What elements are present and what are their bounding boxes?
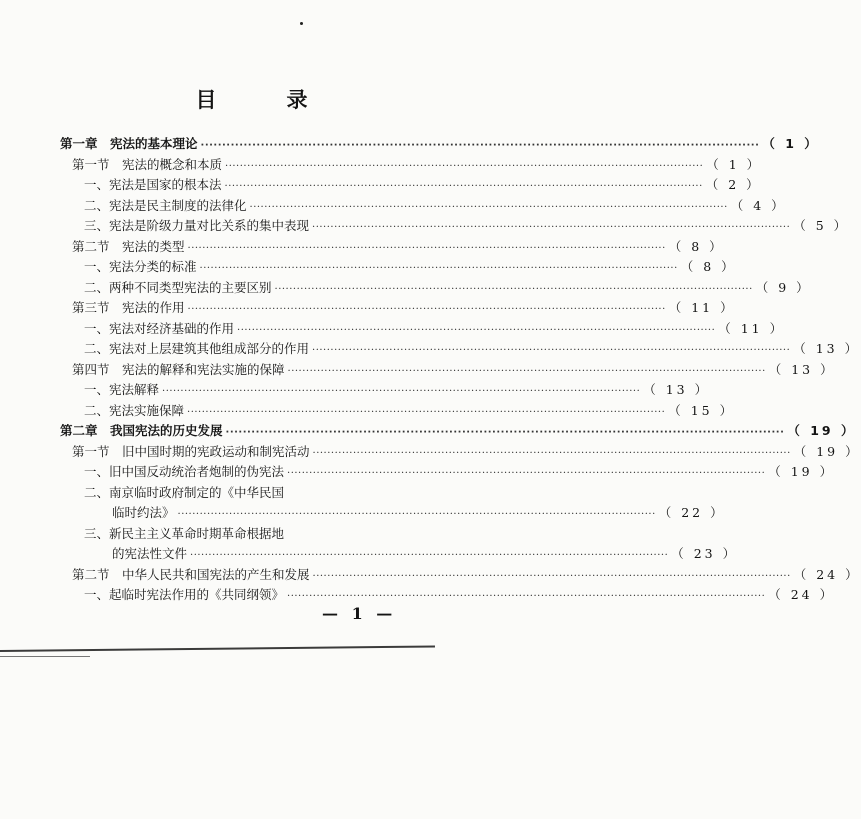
toc-entry bbox=[84, 585, 836, 605]
toc-entry bbox=[84, 380, 711, 400]
toc-entry-label: 一、宪法分类的标准 bbox=[84, 259, 197, 274]
dot-leader bbox=[178, 505, 656, 525]
bottom-rule-short bbox=[0, 656, 90, 657]
dot-leader bbox=[187, 403, 665, 423]
dot-leader bbox=[288, 362, 766, 382]
toc-entry bbox=[84, 278, 812, 298]
toc-entry-page: （ 4 ） bbox=[730, 197, 787, 213]
title-char-1: 目 bbox=[195, 88, 219, 112]
toc-entry-page: （ 19 ） bbox=[768, 464, 836, 479]
toc-entry-label: 第三节 宪法的作用 bbox=[72, 300, 185, 315]
toc-entry-page: （ 23 ） bbox=[671, 546, 739, 561]
toc-entry bbox=[84, 319, 786, 339]
toc-entry bbox=[84, 462, 836, 482]
toc-entry bbox=[84, 339, 861, 359]
toc-entry-label: 第四节 宪法的解释和宪法实施的保障 bbox=[72, 361, 285, 377]
page-number: — 1 — bbox=[322, 604, 397, 623]
toc-entry-label: 二、宪法是民主制度的法律化 bbox=[84, 197, 247, 213]
toc-entry-label: 的宪法性文件 bbox=[112, 546, 188, 561]
toc-entry-label: 一、旧中国反动统治者炮制的伪宪法 bbox=[84, 464, 285, 479]
toc-entry-page: （ 15 ） bbox=[668, 402, 736, 418]
toc-entry bbox=[84, 524, 344, 544]
dot-leader bbox=[313, 444, 791, 464]
ink-speck bbox=[300, 22, 303, 25]
toc-entry bbox=[72, 298, 736, 318]
toc-entry-page: （ 8 ） bbox=[668, 238, 725, 254]
toc-entry bbox=[72, 442, 861, 462]
toc-entry-label: 二、南京临时政府制定的《中华民国 bbox=[84, 484, 285, 500]
dot-leader bbox=[201, 136, 760, 156]
toc-entry-label: 第二章 我国宪法的历史发展 bbox=[60, 423, 223, 438]
dot-leader bbox=[313, 567, 791, 587]
toc-entry bbox=[72, 155, 763, 175]
toc-entry bbox=[84, 483, 344, 503]
toc-entry-label: 一、起临时宪法作用的《共同纲领》 bbox=[84, 587, 285, 602]
dot-leader bbox=[225, 157, 703, 177]
toc-entry-label: 二、两种不同类型宪法的主要区别 bbox=[84, 279, 272, 295]
toc-entry-label: 二、宪法对上层建筑其他组成部分的作用 bbox=[84, 341, 310, 356]
toc-entry bbox=[84, 216, 850, 236]
toc-entry-page: （ 13 ） bbox=[768, 361, 836, 377]
toc-entry-label: 第一节 宪法的概念和本质 bbox=[72, 156, 223, 172]
toc-entry bbox=[60, 421, 857, 441]
dot-leader bbox=[275, 280, 753, 300]
toc-entry-label: 第二节 中华人民共和国宪法的产生和发展 bbox=[72, 566, 310, 582]
toc-entry bbox=[84, 175, 762, 195]
toc-entry-page: （ 1 ） bbox=[762, 136, 820, 151]
dot-leader bbox=[312, 218, 790, 238]
toc-entry-page: （ 19 ） bbox=[793, 443, 861, 459]
toc-entry bbox=[60, 134, 820, 154]
toc-entry-page: （ 11 ） bbox=[718, 320, 786, 336]
toc-entry-label: 一、宪法对经济基础的作用 bbox=[84, 320, 235, 336]
toc-entry bbox=[84, 401, 736, 421]
toc-entry-page: （ 5 ） bbox=[793, 218, 850, 233]
dot-leader bbox=[237, 321, 715, 341]
dot-leader bbox=[188, 300, 666, 320]
dot-leader bbox=[190, 546, 668, 566]
dot-leader bbox=[312, 341, 790, 361]
toc-entry bbox=[112, 503, 726, 523]
dot-leader bbox=[200, 259, 678, 279]
toc-entry bbox=[112, 544, 739, 564]
toc-entry-page: （ 2 ） bbox=[705, 177, 762, 192]
toc-entry-page: （ 9 ） bbox=[755, 279, 812, 295]
toc-entry-label: 一、宪法解释 bbox=[84, 382, 160, 397]
toc-entry-label: 三、新民主主义革命时期革命根据地 bbox=[84, 525, 285, 541]
toc-entry-page: （ 11 ） bbox=[668, 300, 736, 315]
toc-entry-label: 第二节 宪法的类型 bbox=[72, 238, 185, 254]
toc-entry bbox=[84, 257, 737, 277]
toc-entry-page: （ 13 ） bbox=[643, 382, 711, 397]
toc-entry-page: （ 1 ） bbox=[706, 156, 763, 172]
toc-entry bbox=[72, 360, 836, 380]
dot-leader bbox=[226, 423, 785, 443]
toc-entry-label: 二、宪法实施保障 bbox=[84, 402, 185, 418]
toc-entry bbox=[72, 237, 725, 257]
toc-entry bbox=[72, 565, 861, 585]
title-char-2: 录 bbox=[286, 88, 310, 112]
dot-leader bbox=[162, 382, 640, 402]
dot-leader bbox=[250, 198, 728, 218]
toc-entry bbox=[84, 196, 787, 216]
toc-entry-label: 三、宪法是阶级力量对比关系的集中表现 bbox=[84, 218, 310, 233]
toc-entry-label: 第一章 宪法的基本理论 bbox=[60, 136, 198, 151]
dot-leader bbox=[188, 239, 666, 259]
toc-entry-page: （ 22 ） bbox=[658, 505, 726, 520]
toc-entry-page: （ 13 ） bbox=[793, 341, 861, 356]
toc-entry-label: 第一节 旧中国时期的宪政运动和制宪活动 bbox=[72, 443, 310, 459]
toc-entry-page: （ 8 ） bbox=[680, 259, 737, 274]
bottom-rule bbox=[0, 645, 435, 652]
page-title bbox=[0, 84, 505, 114]
toc-entry-label: 临时约法》 bbox=[112, 505, 175, 520]
dot-leader bbox=[225, 177, 703, 197]
toc-entry-page: （ 24 ） bbox=[768, 587, 836, 602]
toc-entry-page: （ 24 ） bbox=[793, 566, 861, 582]
toc-entry-page: （ 19 ） bbox=[787, 423, 857, 438]
toc-entry-label: 一、宪法是国家的根本法 bbox=[84, 177, 222, 192]
dot-leader bbox=[287, 464, 765, 484]
